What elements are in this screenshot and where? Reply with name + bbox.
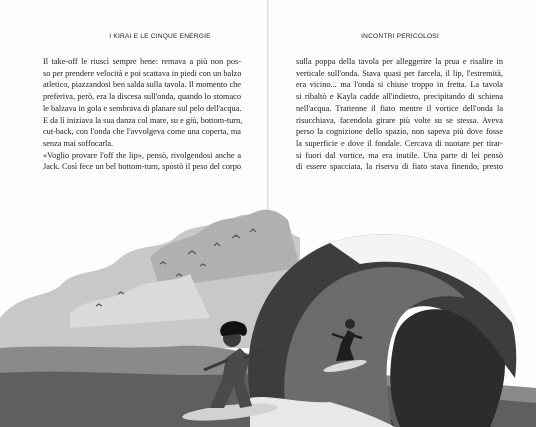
text-line: risucchiava, facendola girare più volte su se stessa. Aveva [296, 115, 503, 125]
text-line: «Voglio provare l'off the lip», pensò, rivolgendosi anche a [43, 150, 241, 160]
surf-illustration [0, 198, 536, 427]
text-line: la superficie e dove il fondale. Cercava di nuotare per tirar- [296, 138, 503, 148]
text-line: cut-back, con l'onda che l'avvolgeva come una coperta, ma [43, 127, 241, 137]
text-line: Jack. Così fece un bel bottom-turn, spostò il peso del corpo [43, 162, 241, 172]
text-line: preferiva, però, era la discesa sull'onda, quando lo stomaco [43, 92, 241, 102]
text-line: era vicino... ma l'onda si chiuse troppo in fretta. La tavola [296, 80, 503, 90]
running-head-right: INCONTRI PERICOLOSI [361, 33, 439, 40]
paragraph [296, 56, 503, 173]
text-column-right [296, 56, 503, 173]
text-line: atletico, piazzandosi ben salda sulla tavola. Il momento che [43, 80, 241, 90]
running-head-left: I KIRAI E LE CINQUE ENERGIE [109, 33, 211, 40]
text-line: E da lì iniziava la sua danza col mare, su e giù, bottom-turn, [43, 115, 243, 125]
paragraph [34, 56, 241, 150]
surfer-head [345, 319, 355, 329]
text-line: sulla poppa della tavola per alleggerire la prua e risalire in [296, 57, 503, 66]
text-line: Il take-off le riuscì sempre bene: remava a più non pos- [43, 57, 241, 66]
text-line: si fuori dal vortice, ma era inutile. Una parte di lei pensò [296, 150, 503, 160]
text-column-left [34, 56, 241, 173]
text-line: so per prendere velocità e poi scattava in piedi con un balzo [43, 68, 242, 78]
text-line: le balzava in gola e sembrava di planare sul pelo dell'acqua. [43, 103, 242, 113]
text-line: di essere spacciata, la riserva di fiato stava finendo, presto [296, 162, 503, 172]
text-line: verticale sull'onda. Stava quasi per farcela, il lip, l'estremità, [296, 68, 503, 78]
paragraph [34, 150, 241, 173]
text-line: si ribaltò e Kayla cadde all'indietro, precipitando di schiena [296, 92, 503, 102]
text-line: nell'acqua. Trattenne il fiato mentre il vortice dell'onda la [296, 103, 503, 113]
text-line: senza mai soffocarla. [43, 138, 114, 148]
text-line: perso la cognizione dello spazio, non sapeva più dove fosse [296, 127, 503, 137]
